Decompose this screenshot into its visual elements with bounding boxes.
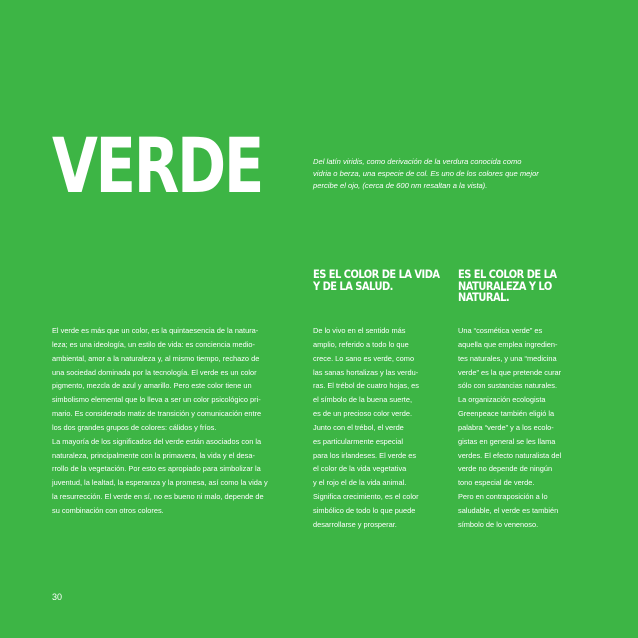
text-line: simbolismo elemental que lo lleva a ser un color psicológico pri- <box>52 395 261 405</box>
text-line: y el rojo el de la vida animal. <box>313 478 407 488</box>
text-line: los dos grandes grupos de colores: cálidos y fríos. <box>52 422 217 432</box>
text-line: el color de la vida vegetativa <box>313 464 407 474</box>
text-line: el símbolo de la buena suerte, <box>313 395 413 405</box>
text-line: su combinación con otros colores. <box>52 505 164 515</box>
heading-line: NATURAL. <box>458 290 510 304</box>
body-column-right <box>458 324 598 532</box>
text-line: símbolo de lo venenoso. <box>458 519 539 529</box>
text-line: verde no depende de ningún <box>458 464 553 474</box>
section-heading-life <box>313 269 464 292</box>
intro-line: Del latín viridis, como derivación de la verdura conocida como <box>313 157 522 166</box>
text-line: amplio, referido a todo lo que <box>313 339 409 349</box>
text-line: una sociedad dominada por la tecnología. El verde es un color <box>52 367 257 377</box>
text-line: pigmento, mezcla de azul y amarillo. Pero este color tiene un <box>52 381 252 391</box>
text-line: Junto con el trébol, el verde <box>313 422 404 432</box>
text-line: De lo vivo en el sentido más <box>313 326 406 335</box>
text-line: mario. Es considerado matiz de transición y comunicación entre <box>52 409 262 419</box>
body-column-middle <box>313 324 453 532</box>
text-line: rrollo de la vegetación. Por esto es apropiado para simbolizar la <box>52 464 261 474</box>
text-line: crece. Lo sano es verde, como <box>313 353 415 363</box>
text-line: palabra “verde” y a los ecolo- <box>458 422 554 432</box>
text-line: verde” es la que pretende curar <box>458 367 562 377</box>
text-line: La mayoría de los significados del verde están asociados con la <box>52 436 262 446</box>
text-line: naturaleza, principalmente con la primavera, la vida y el desa- <box>52 450 255 460</box>
heading-line: ES EL COLOR DE LA VIDA <box>313 267 440 281</box>
text-line: juventud, la lealtad, la esperanza y la promesa, así como la vida y <box>52 478 268 488</box>
text-line: simbólico de todo lo que puede <box>313 505 416 515</box>
text-line: saludable, el verde es también <box>458 505 559 515</box>
text-line: verdes. El efecto naturalista del <box>458 450 562 460</box>
text-line: es de un precioso color verde. <box>313 409 413 419</box>
intro-paragraph <box>313 156 595 192</box>
page-title: VERDE <box>52 121 263 210</box>
text-line: aquella que emplea ingredien- <box>458 339 558 349</box>
text-line: ambiental, amor a la naturaleza y, al mismo tiempo, rechazo de <box>52 353 260 363</box>
text-line: El verde es más que un color, es la quintaesencia de la natura- <box>52 326 259 335</box>
text-line: las sanas hortalizas y las verdu- <box>313 367 419 377</box>
text-line: sólo con sustancias naturales. <box>458 381 558 391</box>
text-line: leza; es una ideología, un estilo de vida: es conciencia medio- <box>52 339 255 349</box>
intro-line: vidria o berza, una especie de col. Es uno de los colores que mejor <box>313 169 539 178</box>
text-line: ras. El trébol de cuatro hojas, es <box>313 381 419 391</box>
text-line: La organización ecologista <box>458 395 546 405</box>
text-line: tono especial de verde. <box>458 478 535 488</box>
text-line: desarrollarse y prosperar. <box>313 519 397 529</box>
text-line: tes naturales, y una “medicina <box>458 353 557 363</box>
heading-line: ES EL COLOR DE LA <box>458 267 557 281</box>
text-line: es particularmente especial <box>313 436 403 446</box>
text-line: Significa crecimiento, es el color <box>313 492 419 502</box>
heading-line: Y DE LA SALUD. <box>313 278 393 293</box>
page-number: 30 <box>52 592 63 602</box>
section-heading-nature <box>458 269 587 304</box>
text-line: Greenpeace también eligió la <box>458 409 555 419</box>
text-line: para los irlandeses. El verde es <box>313 450 417 460</box>
body-column-left <box>52 324 302 518</box>
text-line: Una “cosmética verde” es <box>458 326 543 335</box>
text-line: gistas en general se les llama <box>458 436 556 446</box>
heading-line: NATURALEZA Y LO <box>458 278 552 293</box>
text-line: Pero en contraposición a lo <box>458 492 548 502</box>
text-line: la resurrección. El verde en sí, no es bueno ni malo, depende de <box>52 492 264 502</box>
intro-line: percibe el ojo, (cerca de 600 nm resaltan a la vista). <box>313 181 488 190</box>
